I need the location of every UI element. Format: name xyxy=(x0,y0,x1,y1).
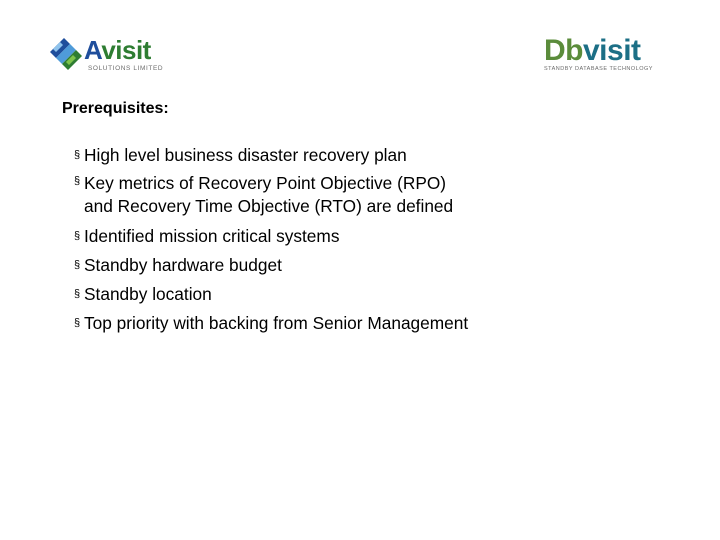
avisit-diamond-logo-icon xyxy=(46,32,86,72)
list-item-line: and Recovery Time Objective (RTO) are defined xyxy=(84,196,454,216)
avisit-logo xyxy=(46,32,166,76)
bullet-icon: § xyxy=(74,288,81,300)
list-item: § Standby location xyxy=(74,280,468,309)
list-item: § Standby hardware budget xyxy=(74,251,468,280)
list-item: § Identified mission critical systems xyxy=(74,222,468,251)
list-item xyxy=(74,170,468,222)
bullet-icon: § xyxy=(74,175,81,187)
bullet-icon: § xyxy=(74,230,81,242)
list-item-line: Key metrics of Recovery Point Objective (RPO) xyxy=(84,173,447,193)
prerequisites-list xyxy=(74,141,468,338)
bullet-icon: § xyxy=(74,317,81,329)
bullet-icon: § xyxy=(74,149,81,161)
avisit-logo-subtitle: SOLUTIONS LIMITED xyxy=(88,65,164,72)
bullet-icon: § xyxy=(74,259,81,271)
list-item: § Top priority with backing from Senior Management xyxy=(74,309,468,338)
dbvisit-logo-subtitle: STANDBY DATABASE TECHNOLOGY xyxy=(544,66,653,72)
avisit-logo-name: Avisit xyxy=(84,35,151,65)
prerequisites-heading: Prerequisites: xyxy=(62,100,169,117)
dbvisit-logo-name: Dbvisit xyxy=(544,34,641,67)
list-item: § High level business disaster recovery plan xyxy=(74,141,468,170)
dbvisit-logo xyxy=(540,34,670,76)
